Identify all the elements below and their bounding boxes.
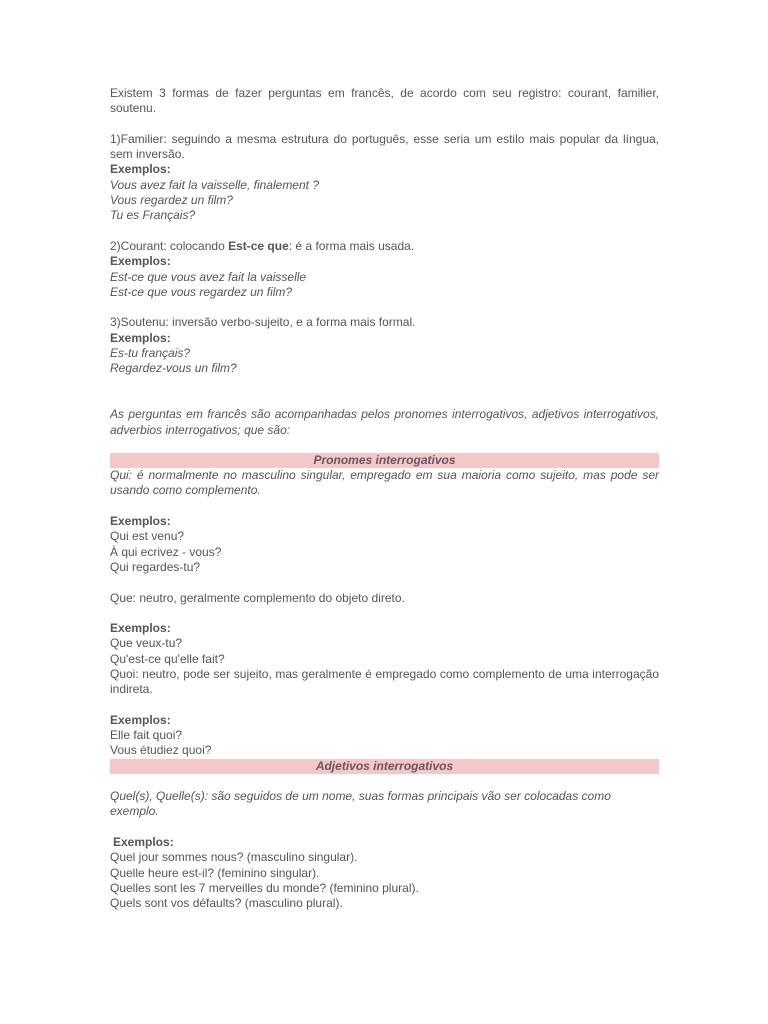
qui-example: Qui regardes-tu? [110, 559, 201, 574]
adjetivos-banner: Adjetivos interrogativos [110, 759, 659, 774]
adjetivos-example: Quels sont vos défaults? (masculino plural). [110, 896, 343, 911]
quel-description: Quel(s), Quelle(s): são seguidos de um nome, suas formas principais vão ser colocadas como exemplo. [110, 789, 611, 819]
qui-example: Qui est venu? [110, 529, 185, 544]
courant-heading-pre: 2)Courant: colocando [110, 238, 229, 253]
familier-example: Vous regardez un film? [110, 193, 233, 208]
adjetivos-example: Quelles sont les 7 merveilles du monde? (feminino plural). [110, 880, 419, 895]
que-example: Que veux-tu? [110, 636, 183, 651]
quoi-examples-label: Exemplos: [110, 712, 171, 727]
courant-example: Est-ce que vous regardez un film? [110, 284, 293, 299]
adjetivos-examples-label: Exemplos: [113, 834, 174, 849]
soutenu-example: Es-tu français? [110, 346, 191, 361]
soutenu-heading: 3)Soutenu: inversão verbo-sujeito, e a forma mais formal. [110, 315, 416, 330]
quoi-example: Vous étudiez quoi? [110, 743, 212, 758]
transition-paragraph: As perguntas em francês são acompanhadas pelos pronomes interrogativos, adjetivos interrogativos, adverbios interrogativos; que são: [110, 407, 659, 437]
est-ce-que-term: Est-ce que [228, 238, 289, 253]
intro-paragraph: Existem 3 formas de fazer perguntas em francês, de acordo com seu registro: courant, familier, soutenu. [110, 86, 659, 116]
que-examples-label: Exemplos: [110, 621, 171, 636]
document-body [110, 86, 659, 911]
courant-examples-label: Exemplos: [110, 254, 171, 269]
courant-heading [110, 239, 659, 254]
courant-example: Est-ce que vous avez fait la vaisselle [110, 269, 307, 284]
que-description: Que: neutro, geralmente complemento do objeto direto. [110, 590, 405, 605]
familier-example: Tu es Français? [110, 208, 196, 223]
adjetivos-example: Quelle heure est-il? (feminino singular). [110, 865, 320, 880]
qui-examples-label: Exemplos: [110, 514, 171, 529]
familier-example: Vous avez fait la vaisselle, finalement ? [110, 177, 319, 192]
familier-heading: 1)Familier: seguindo a mesma estrutura do português, esse seria um estilo mais popular da língua, sem inversão. [110, 131, 659, 162]
soutenu-examples-label: Exemplos: [110, 330, 171, 345]
quoi-example: Elle fait quoi? [110, 728, 183, 743]
qui-example: À qui ecrivez - vous? [110, 544, 222, 559]
adjetivos-example: Quel jour sommes nous? (masculino singular). [110, 850, 358, 865]
quoi-description: Quoi: neutro, pode ser sujeito, mas geralmente é empregado como complemento de uma interrogação indireta. [110, 666, 659, 697]
soutenu-example: Regardez-vous un film? [110, 361, 237, 376]
pronomes-banner: Pronomes interrogativos [110, 453, 659, 468]
que-example: Qu'est-ce qu'elle fait? [110, 651, 225, 666]
familier-examples-label: Exemplos: [110, 162, 171, 177]
courant-heading-post: : é a forma mais usada. [288, 238, 415, 253]
qui-description: Qui: é normalmente no masculino singular, empregado em sua maioria como sujeito, mas pode ser usando como complemento. [110, 468, 659, 498]
